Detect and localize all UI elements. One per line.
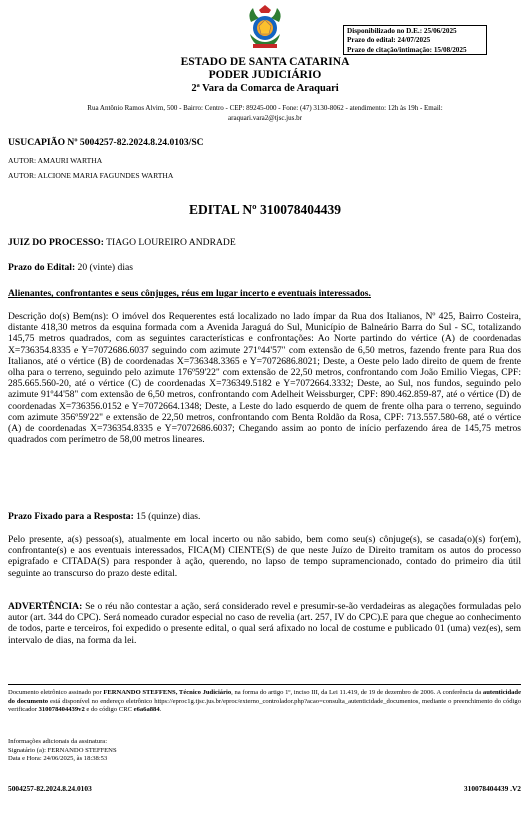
verification-code: 310078404439v2	[38, 706, 85, 714]
property-description: Descrição do(s) Bem(ns): O imóvel dos Requerentes está localizado no lado ímpar da Rua dos Italianos, Nº 425, Bairro Costeira, distante 418,30 metros da esquina formada com a Avenida Jaraguá do Sul, Município de Balneário Barra do Sul - SC, totalizando 145,75 metros quadrados, com as seguintes características e confrontações: Ao Norte partindo do vértice (A) de coordenadas X=736354.8335 e Y=7072686.6037 seguindo com azimute 271º44'57" com extensão de 6,50 metros, fazendo frente para Rua dos Italianos, até o vértice (B) de coordenadas X=736348.3365 e Y=7072686.8021; Deste, a Oeste pelo lado direito de quem de frente olha para o terreno, seguindo pelo azimute 176º59'22" com extensão de 22,50 metros, confrontando com João Emilio Viegas, CPF: 285.665.560-20, até o vértice (C) de coordenadas X=736349.5182 e Y=7072664.3332; Deste, ao Sul, nos fundos, seguindo pelo azimute 91º44'58" com extensão de 6,50 metros, confrontando com Adelheit Weissburger, CPF: 890.462.859-87, até o vértice (D) de coordenadas X=736356.0152 e Y=7072664.1348; Deste, a Leste do lado esquerdo de quem de frente olha para o terreno, seguindo com azimute 356º59'22" e extensão de 22,50 metros, confrontando com Benta Roldão da Rosa, CPF: 713.557.580-68, até o vértice (A) de coordenadas X=736354.8335 e Y=7072686.6037; Chegando assim ao ponto de início perfazendo área de 145,75 metros quadrados com perímetro de 58,00 metros lineares.	[8, 311, 521, 446]
signature-notice: Documento eletrônico assinado por FERNANDO STEFFENS, Técnico Judiciário, na forma do artigo 1º, inciso III, da Lei 11.419, de 19 de dezembro de 2006. A conferência da autenticidade do documento está disponível no endereço eletrônico https://eproc1g.tjsc.jus.br/eproc/externo_controlador.php?acao=consulta_autenticidade_documentos, mediante o preenchimento do código verificador 310078404439v2 e do código CRC e6a6a884.	[8, 689, 522, 714]
citation-paragraph: Pelo presente, a(s) pessoa(s), atualmente em local incerto ou não sabido, bem como seu(s) cônjuge(s), se casada(o)(s) for(em), confrontante(s) e aos eventuais interessados, FICA(M) CIENTE(S) de que neste Juízo de Direito tramitam os autos do processo epigrafado e CITADA(S) para responder à ação, querendo, no lapso de tempo supramencionado, contado do primeiro dia útil seguinte ao transcurso do prazo deste edital.	[8, 534, 521, 579]
response-deadline-value: 15 (quinze) dias.	[133, 511, 201, 522]
signature-info	[8, 738, 521, 764]
response-deadline-label: Prazo Fixado para a Resposta:	[8, 511, 134, 522]
footer-document-id: 310078404439 .V2	[463, 784, 521, 793]
judiciary-heading: PODER JUDICIÁRIO	[208, 69, 322, 81]
edital-deadline-field	[8, 262, 133, 273]
coat-of-arms-icon	[245, 4, 285, 52]
signer-name: FERNANDO STEFFENS, Técnico Judiciário	[103, 689, 232, 696]
judge-name: TIAGO LOUREIRO ANDRADE	[103, 237, 236, 248]
signer-row: Signatário (a): FERNANDO STEFFENS	[8, 746, 117, 754]
signature-datetime: Data e Hora: 24/06/2025, às 18:38:53	[8, 755, 108, 763]
citation-deadline-row: Prazo de citação/intimação: 15/08/2025	[347, 45, 467, 54]
judge-field	[8, 237, 236, 248]
authenticity-phrase: autenticidade do documento	[8, 689, 522, 705]
signature-info-title: Informações adicionais da assinatura:	[8, 738, 108, 745]
case-number: USUCAPIÃO Nº 5004257-82.2024.8.24.0103/SC	[8, 137, 204, 148]
judge-label: JUIZ DO PROCESSO:	[8, 237, 104, 248]
plaintiff-1: AUTOR: AMAURI WARTHA	[8, 156, 103, 165]
court-email-link[interactable]: araquari.vara2@tjsc.jus.br	[228, 114, 302, 122]
footer-case-number: 5004257-82.2024.8.24.0103	[8, 784, 92, 793]
edital-title: EDITAL Nº 310078404439	[189, 202, 341, 217]
publication-dates-box	[343, 25, 487, 55]
court-address-line: Rua Antônio Ramos Alvim, 500 - Bairro: Centro - CEP: 89245-000 - Fone: (47) 3130-8062 - atendimento: 12h às 19h - Email:	[87, 104, 443, 112]
edital-deadline-value: 20 (vinte) dias	[75, 262, 133, 273]
edital-deadline-row: Prazo do edital: 24/07/2025	[347, 36, 431, 45]
crc-code: e6a6a884	[133, 706, 160, 714]
plaintiff-2: AUTOR: ALCIONE MARIA FAGUNDES WARTHA	[8, 171, 174, 180]
addressees-subheading: Alienantes, confrontantes e seus cônjuges, réus em lugar incerto e eventuais interessados.	[8, 288, 371, 299]
verification-url: está disponível no endereço eletrônico https://eproc1g.tjsc.jus.br/eproc/externo_controlador.php?acao=consulta_autenticidade_documentos, mediante o preenchimento do código verificador	[8, 697, 521, 714]
court-address	[14, 103, 516, 123]
available-date-row: Disponibilizado no D.E.: 25/06/2025	[347, 27, 457, 35]
edital-deadline-label: Prazo do Edital:	[8, 262, 76, 273]
state-heading: ESTADO DE SANTA CATARINA	[180, 56, 350, 68]
warning-paragraph	[8, 601, 521, 646]
footer-divider	[8, 684, 521, 685]
warning-text: Se o réu não contestar a ação, será considerado revel e presumir-se-ão verdadeiras as alegações formuladas pelo autor (art. 344 do CPC). Será nomeado curador especial no caso de revelia (art. 257, IV do CPC).E para que chegue ao conhecimento de todos, parte e terceiros, foi expedido o presente edital, o qual será afixado no local de costume e publicado 01 (uma) vez(es), sem intervalo de dias, na forma da lei.	[8, 601, 521, 646]
warning-label: ADVERTÊNCIA:	[8, 601, 83, 612]
court-heading: 2ª Vara da Comarca de Araquari	[191, 83, 339, 94]
response-deadline-field	[8, 511, 200, 522]
